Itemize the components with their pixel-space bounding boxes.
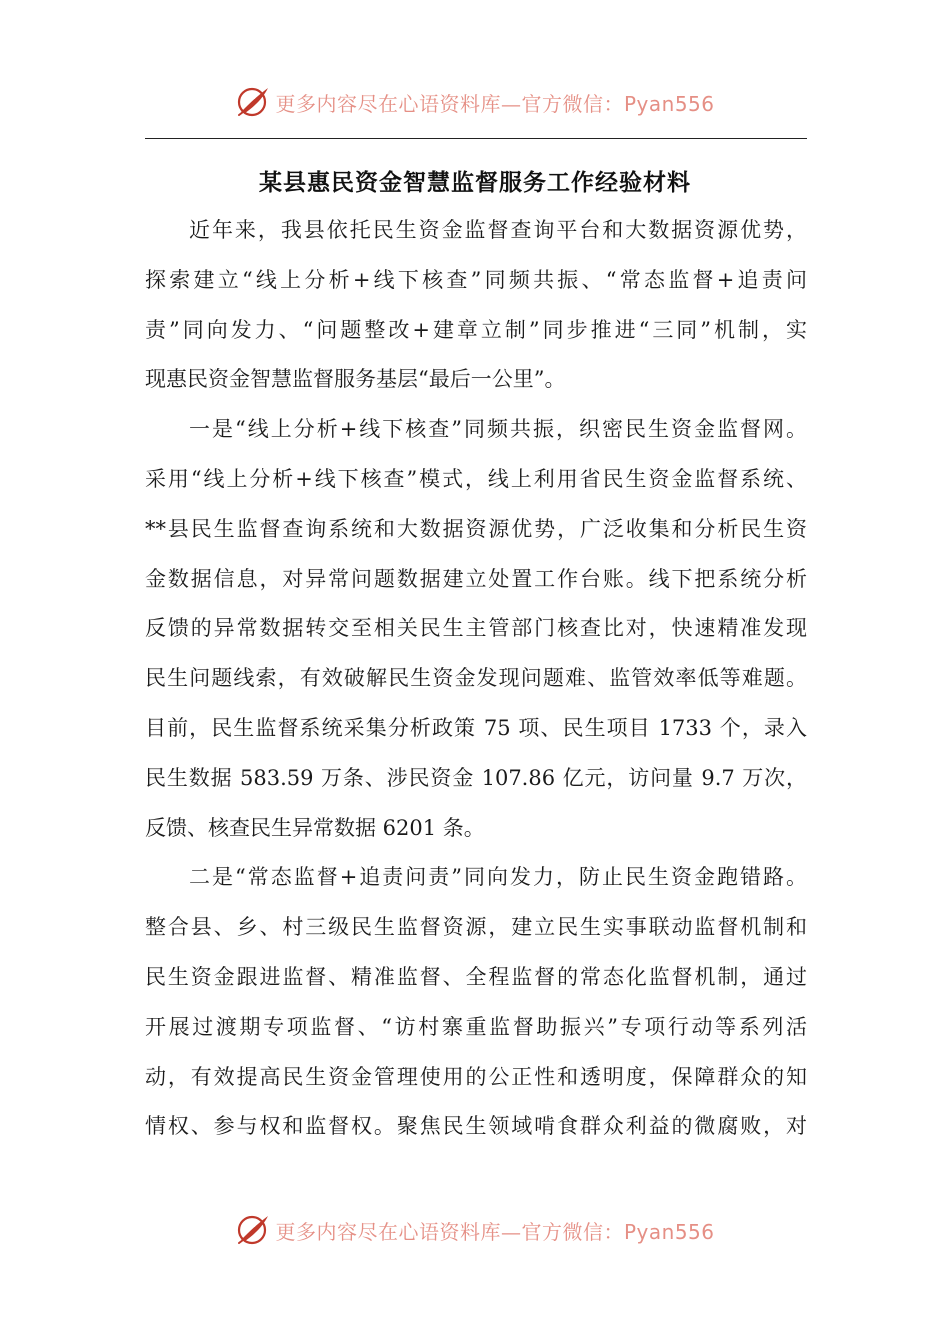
quill-pen-logo-icon: [235, 84, 271, 120]
text-line: 民生资金跟进监督、精准监督、全程监督的常态化监督机制，通过: [145, 964, 807, 989]
text-line: 现惠民资金智慧监督服务基层“最后一公里”。: [145, 367, 566, 392]
header-divider: [145, 138, 807, 139]
banner-text: [275, 88, 714, 117]
text-line: 情权、参与权和监督权。聚焦民生领域啃食群众利益的微腐败，对: [145, 1114, 807, 1139]
text-line: 目前，民生监督系统采集分析政策 75 项、民生项目 1733 个，录入: [145, 715, 807, 740]
text-line: **县民生监督查询系统和大数据资源优势，广泛收集和分析民生资: [145, 516, 807, 541]
text-line: 一是“线上分析+线下核查”同频共振，织密民生资金监督网。: [189, 417, 807, 442]
header-watermark-banner: [0, 80, 950, 124]
text-line: 采用“线上分析+线下核查”模式，线上利用省民生资金监督系统、: [145, 466, 807, 491]
document-title: 某县惠民资金智慧监督服务工作经验材料: [259, 169, 691, 196]
text-line: 二是“常态监督+追责问责”同向发力，防止民生资金跑错路。: [189, 865, 807, 890]
text-line: 近年来，我县依托民生资金监督查询平台和大数据资源优势，: [189, 218, 807, 242]
text-line: 反馈、核查民生异常数据 6201 条。: [145, 815, 485, 840]
text-line: 动，有效提高民生资金管理使用的公正性和透明度，保障群众的知: [145, 1064, 807, 1089]
banner-text-cn: 更多内容尽在心语资料库—官方微信：: [275, 1219, 624, 1244]
document-body: [145, 206, 807, 1152]
banner-text: [275, 1216, 714, 1245]
text-line: 金数据信息，对异常问题数据建立处置工作台账。线下把系统分析: [145, 566, 807, 591]
banner-text-wechat-id: Pyan556: [623, 1219, 715, 1244]
quill-pen-logo-icon: [235, 1212, 271, 1248]
footer-watermark-banner: [0, 1208, 950, 1252]
text-line: 整合县、乡、村三级民生监督资源，建立民生实事联动监督机制和: [145, 915, 807, 940]
text-line: 开展过渡期专项监督、“访村寨重监督助振兴”专项行动等系列活: [145, 1014, 807, 1039]
banner-text-cn: 更多内容尽在心语资料库—官方微信：: [275, 91, 624, 116]
text-line: 探索建立“线上分析+线下核查”同频共振、“常态监督+追责问: [145, 267, 807, 292]
text-line: 民生数据 583.59 万条、涉民资金 107.86 亿元，访问量 9.7 万次，: [145, 765, 807, 790]
text-line: 反馈的异常数据转交至相关民生主管部门核查比对，快速精准发现: [145, 616, 807, 641]
text-line: 民生问题线索，有效破解民生资金发现问题难、监管效率低等难题。: [145, 666, 807, 691]
text-line: 责”同向发力、“问题整改+建章立制”同步推进“三同”机制，实: [145, 317, 807, 342]
banner-text-wechat-id: Pyan556: [623, 91, 715, 116]
